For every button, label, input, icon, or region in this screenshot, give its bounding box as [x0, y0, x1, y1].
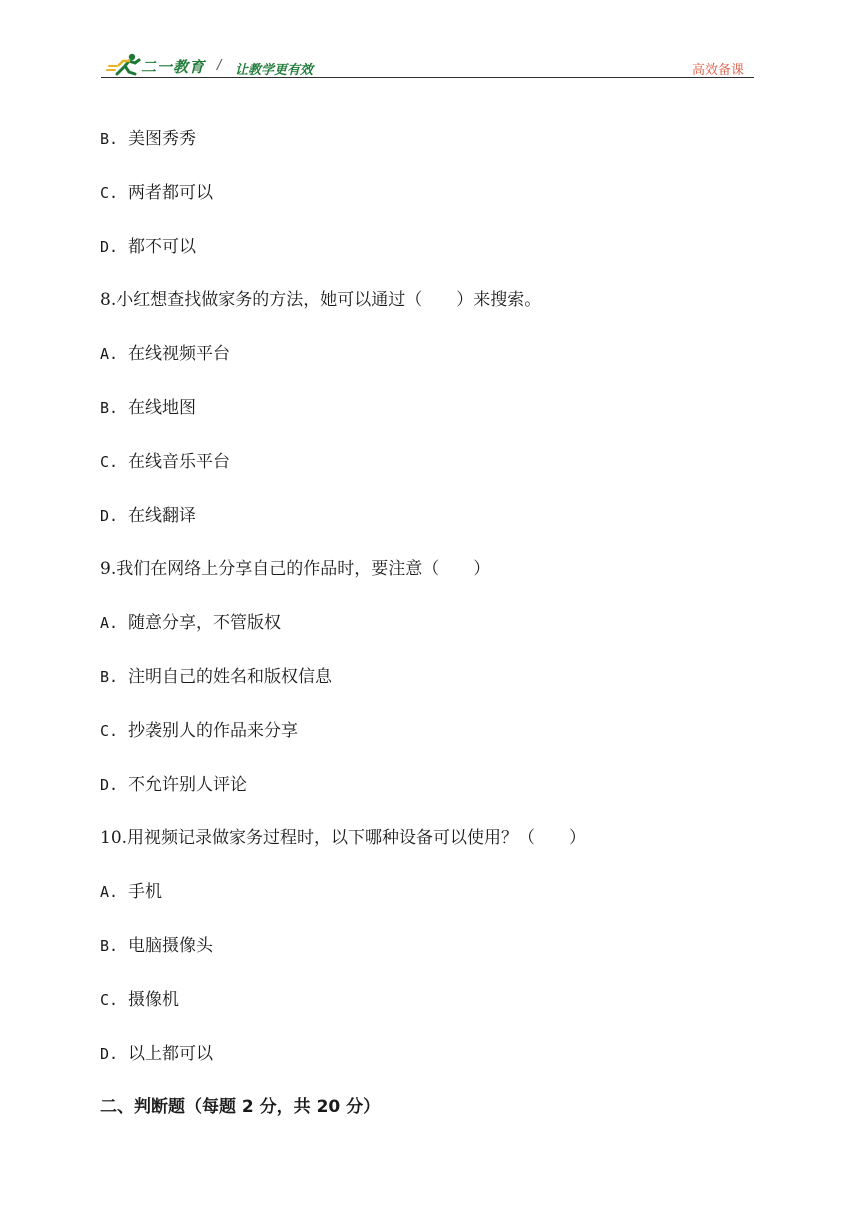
header-divider: [101, 77, 754, 78]
q7-option-c: C. 两者都可以: [100, 183, 213, 203]
brand-name: 二一教育: [141, 58, 206, 76]
section-2-title: 二、判断题（每题 2 分，共 20 分）: [100, 1097, 381, 1117]
header-slogan: 让教学更有效: [235, 63, 314, 78]
running-person-logo-icon: [105, 52, 145, 78]
q10-option-c: C. 摄像机: [100, 990, 179, 1010]
q9-option-c: C. 抄袭别人的作品来分享: [100, 721, 298, 741]
q7-option-b: B. 美图秀秀: [100, 129, 196, 149]
q8-option-d: D. 在线翻译: [100, 506, 196, 526]
header-separator: /: [217, 58, 222, 73]
q8-option-c: C. 在线音乐平台: [100, 452, 230, 472]
q10-stem: 10.用视频记录做家务过程时，以下哪种设备可以使用？（ ）: [100, 828, 587, 848]
q9-stem: 9.我们在网络上分享自己的作品时，要注意（ ）: [100, 559, 491, 579]
q8-option-a: A. 在线视频平台: [100, 344, 230, 364]
q7-option-d: D. 都不可以: [100, 237, 196, 257]
q8-option-b: B. 在线地图: [100, 398, 196, 418]
q9-option-d: D. 不允许别人评论: [100, 775, 247, 795]
q9-option-a: A. 随意分享，不管版权: [100, 613, 281, 633]
q10-option-b: B. 电脑摄像头: [100, 936, 213, 956]
page-header: [101, 50, 754, 80]
q10-option-d: D. 以上都可以: [100, 1044, 213, 1064]
q10-option-a: A. 手机: [100, 882, 162, 902]
q9-option-b: B. 注明自己的姓名和版权信息: [100, 667, 332, 687]
header-right-tag: 高效备课: [691, 63, 744, 78]
q8-stem: 8.小红想查找做家务的方法，她可以通过（ ）来搜索。: [100, 290, 542, 310]
